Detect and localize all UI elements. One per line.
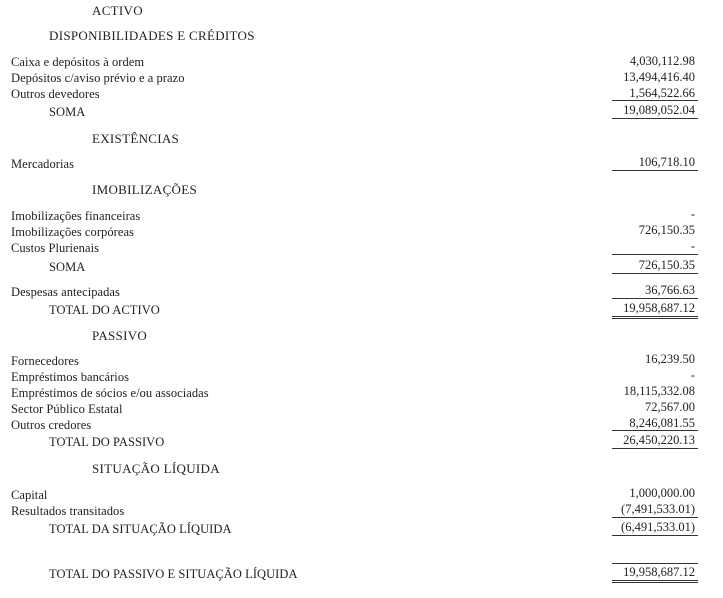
row-label: Fornecedores	[11, 354, 79, 368]
total-situacao-label: TOTAL DA SITUAÇÃO LÍQUIDA	[49, 522, 232, 536]
sum-rule	[612, 517, 698, 518]
total-rule	[612, 273, 698, 274]
row-value: 8,246,081.55	[629, 416, 695, 430]
row-value: -	[690, 239, 695, 253]
grand-total-label: TOTAL DO PASSIVO E SITUAÇÃO LÍQUIDA	[49, 567, 298, 581]
total-rule	[612, 535, 698, 536]
row-value: 106,718.10	[638, 155, 695, 169]
subtotal-value: 19,089,052.04	[623, 103, 695, 117]
row-label: Caixa e depósitos à ordem	[11, 55, 145, 69]
row-value: 36,766.63	[645, 283, 695, 297]
double-rule-top	[612, 580, 698, 581]
row-value: 726,150.35	[638, 223, 695, 237]
row-label: Empréstimos bancários	[11, 370, 130, 384]
total-rule	[612, 170, 698, 171]
row-value: 16,239.50	[645, 352, 695, 366]
row-label: Depósitos c/aviso prévio e a prazo	[11, 71, 185, 85]
total-activo-value: 19,958,687.12	[623, 301, 695, 315]
subsection-title-disponibilidades: DISPONIBILIDADES E CRÉDITOS	[49, 28, 255, 43]
sum-rule	[612, 430, 698, 431]
section-title-activo: ACTIVO	[92, 3, 143, 18]
total-rule	[612, 448, 698, 449]
row-label: Imobilizações financeiras	[11, 209, 141, 223]
subtotal-value: 726,150.35	[638, 258, 695, 272]
row-label: Imobilizações corpóreas	[11, 225, 134, 239]
row-label: Sector Público Estatal	[11, 402, 123, 416]
row-label: Despesas antecipadas	[11, 285, 120, 299]
row-label: Outros credores	[11, 418, 92, 432]
row-value: (7,491,533.01)	[621, 502, 695, 516]
section-title-situacao: SITUAÇÃO LÍQUIDA	[92, 461, 220, 476]
sum-rule	[612, 563, 698, 564]
row-value: -	[690, 368, 695, 382]
double-rule-top	[612, 316, 698, 317]
row-label: Mercadorias	[11, 157, 75, 171]
row-value: 1,564,522.66	[629, 86, 695, 100]
subtotal-label: SOMA	[49, 105, 86, 119]
row-value: 72,567.00	[645, 400, 695, 414]
total-passivo-value: 26,450,220.13	[623, 433, 695, 447]
subsection-title-imobilizacoes: IMOBILIZAÇÕES	[92, 182, 198, 197]
row-label: Capital	[11, 488, 48, 502]
row-label: Empréstimos de sócios e/ou associadas	[11, 386, 209, 400]
total-rule	[612, 118, 698, 119]
total-situacao-value: (6,491,533.01)	[621, 520, 695, 534]
total-activo-label: TOTAL DO ACTIVO	[49, 303, 160, 317]
subsection-title-existencias: EXISTÊNCIAS	[92, 131, 180, 146]
row-value: -	[690, 207, 695, 221]
total-passivo-label: TOTAL DO PASSIVO	[49, 435, 165, 449]
row-value: 13,494,416.40	[623, 70, 695, 84]
sum-rule	[612, 100, 698, 101]
row-value: 1,000,000.00	[629, 486, 695, 500]
subtotal-label: SOMA	[49, 260, 86, 274]
row-label: Outros devedores	[11, 87, 100, 101]
section-title-passivo: PASSIVO	[92, 328, 148, 343]
grand-total-value: 19,958,687.12	[623, 565, 695, 579]
sum-rule	[612, 254, 698, 255]
double-rule-bottom	[612, 582, 698, 583]
row-value: 18,115,332.08	[623, 384, 695, 398]
row-label: Custos Plurienais	[11, 241, 100, 255]
row-label: Resultados transitados	[11, 504, 125, 518]
double-rule-bottom	[612, 318, 698, 319]
row-value: 4,030,112.98	[629, 54, 695, 68]
sum-rule	[612, 298, 698, 299]
